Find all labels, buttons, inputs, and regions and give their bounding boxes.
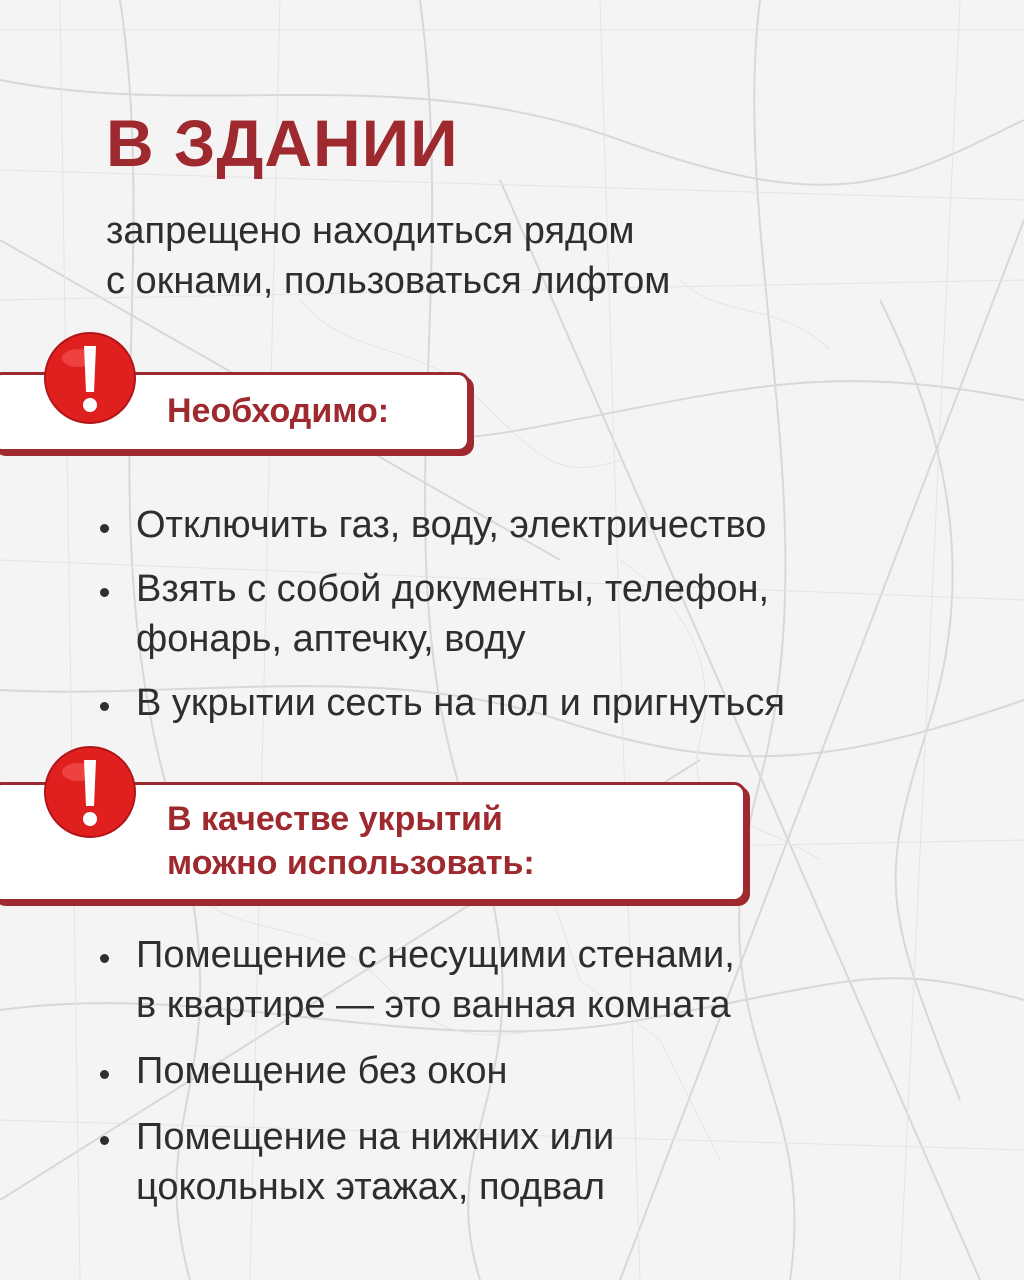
- list-item: Взять с собой документы, телефон, фонарь, аптечку, воду: [96, 564, 785, 664]
- list-item: Помещение с несущими стенами, в квартире — это ванная комната: [96, 930, 735, 1030]
- list-item: Отключить газ, воду, электричество: [96, 500, 785, 550]
- list-item: Помещение на нижних или цокольных этажах, подвал: [96, 1112, 735, 1212]
- list-item: В укрытии сесть на пол и пригнуться: [96, 678, 785, 728]
- exclamation-icon: [42, 330, 138, 426]
- section-2-list: [96, 930, 735, 1228]
- page-title: В ЗДАНИИ: [106, 106, 459, 180]
- list-item: Помещение без окон: [96, 1046, 735, 1096]
- exclamation-icon: [42, 744, 138, 840]
- section-1-list: [96, 500, 785, 742]
- section-1-heading: Необходимо:: [167, 392, 390, 430]
- section-2-heading: В качестве укрытий можно использовать:: [167, 800, 535, 882]
- subtitle: запрещено находиться рядом с окнами, пользоваться лифтом: [106, 210, 671, 302]
